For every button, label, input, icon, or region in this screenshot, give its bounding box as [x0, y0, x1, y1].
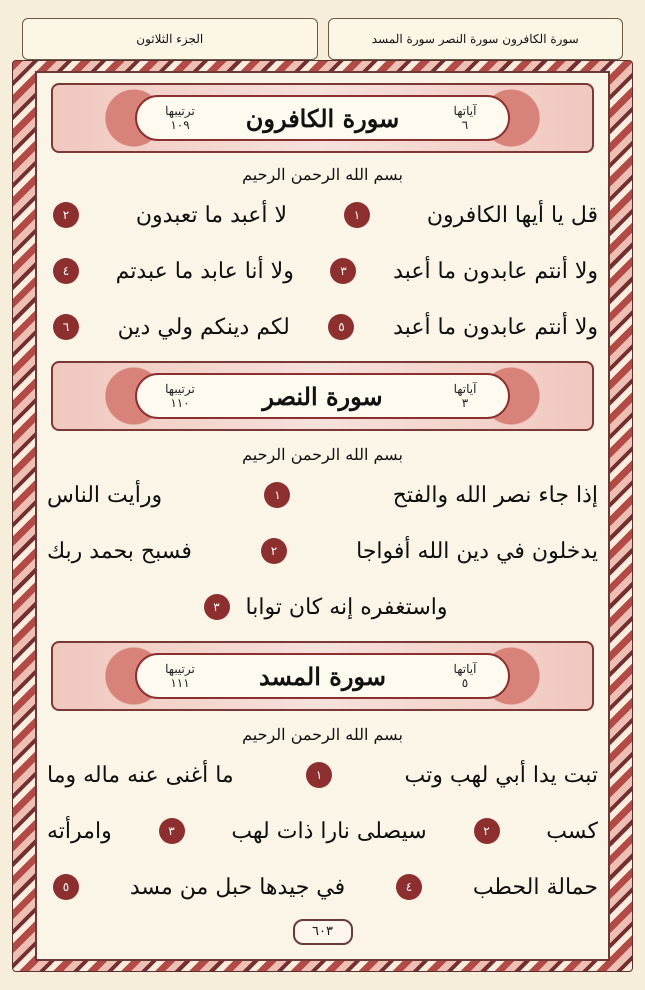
bismillah: بسم الله الرحمن الرحيم [242, 165, 403, 184]
ayah-number: ٣ [204, 594, 230, 620]
verse-text: يدخلون في دين الله أفواجا [356, 538, 598, 564]
surah-banner-masad [51, 641, 594, 711]
bismillah: بسم الله الرحمن الرحيم [242, 725, 403, 744]
verse-text: ولا أنا عابد ما عبدتم [115, 258, 294, 284]
ayah-number: ٤ [396, 874, 422, 900]
verse-text: ولا أنتم عابدون ما أعبد [393, 314, 598, 340]
ayah-number: ٢ [53, 202, 79, 228]
verse-line [47, 809, 598, 853]
ayah-number: ٢ [261, 538, 287, 564]
ayah-number: ١ [344, 202, 370, 228]
ayah-number: ١ [306, 762, 332, 788]
verse-text: ما أغنى عنه ماله وما [47, 762, 234, 788]
surah-meta-ayat: آياتها ٣ [453, 382, 477, 410]
surah-meta-order: ترتيبها ١١١ [165, 662, 195, 690]
verse-text: واستغفره إنه كان توابا [245, 594, 448, 620]
verse-text: لا أعبد ما تعبدون [135, 202, 288, 228]
ayah-number: ٥ [53, 874, 79, 900]
verse-line [47, 249, 598, 293]
verse-text: فسبح بحمد ربك [47, 538, 192, 564]
surah-banner-kafirun [51, 83, 594, 153]
verse-text: في جيدها حبل من مسد [129, 874, 346, 900]
verse-line [47, 585, 598, 629]
surahs-box [328, 18, 624, 60]
surah-meta-order: ترتيبها ١١٠ [165, 382, 195, 410]
verse-text: سيصلى نارا ذات لهب [231, 818, 427, 844]
verse-line [47, 865, 598, 909]
verse-line [47, 193, 598, 237]
surah-meta-ayat: آياتها ٥ [453, 662, 477, 690]
ayah-number: ٢ [474, 818, 500, 844]
verse-text: ولا أنتم عابدون ما أعبد [393, 258, 598, 284]
verse-text: وامرأته [47, 818, 112, 844]
ayah-number: ٣ [330, 258, 356, 284]
ayah-number: ٤ [53, 258, 79, 284]
surah-title: سورة المسد [259, 661, 386, 691]
verse-text: كسب [546, 818, 598, 844]
verse-text: إذا جاء نصر الله والفتح [392, 482, 598, 508]
surahs-label: سورة الكافرون سورة النصر سورة المسد [371, 32, 579, 46]
surah-title: سورة الكافرون [245, 103, 400, 133]
verse-text: ورأيت الناس [47, 482, 163, 508]
text-area [35, 71, 610, 961]
juz-box [22, 18, 318, 60]
verse-text: قل يا أيها الكافرون [426, 202, 598, 228]
ayah-number: ٣ [159, 818, 185, 844]
ayah-number: ٦ [53, 314, 79, 340]
surah-cartouche [135, 373, 510, 419]
surah-meta-ayat: آياتها ٦ [453, 104, 477, 132]
ayah-number: ١ [264, 482, 290, 508]
verse-line [47, 473, 598, 517]
verse-text: لكم دينكم ولي دين [117, 314, 290, 340]
surah-meta-order: ترتيبها ١٠٩ [165, 104, 195, 132]
surah-title: سورة النصر [262, 381, 383, 411]
verse-text: حمالة الحطب [472, 874, 598, 900]
page-header [22, 18, 623, 60]
verse-line [47, 305, 598, 349]
surah-cartouche [135, 95, 510, 141]
surah-banner-nasr [51, 361, 594, 431]
verse-text: تبت يدا أبي لهب وتب [404, 762, 598, 788]
ornamental-frame [12, 60, 633, 972]
surah-cartouche [135, 653, 510, 699]
page-number: ٦٠٣ [293, 919, 353, 945]
juz-label: الجزء الثلاثون [136, 32, 204, 46]
verse-line [47, 529, 598, 573]
bismillah: بسم الله الرحمن الرحيم [242, 445, 403, 464]
ayah-number: ٥ [328, 314, 354, 340]
verse-line [47, 753, 598, 797]
